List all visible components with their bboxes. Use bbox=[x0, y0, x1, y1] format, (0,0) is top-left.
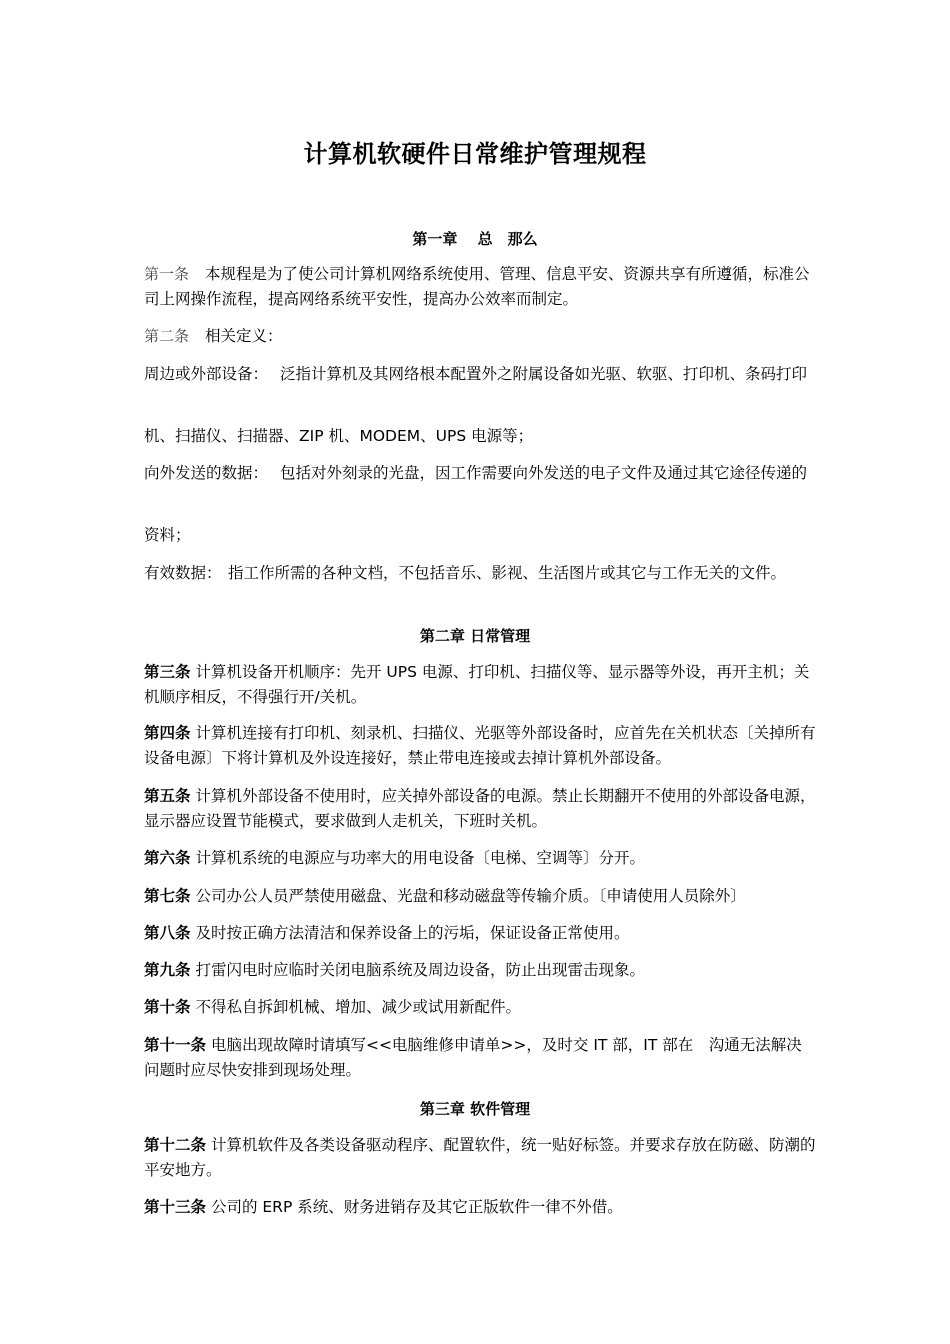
definition-peripheral-continued: 机、扫描仪、扫描器、ZIP 机、MODEM、UPS 电源等； bbox=[144, 427, 534, 445]
definition-valid-data bbox=[144, 561, 816, 586]
article-11 bbox=[144, 1033, 816, 1083]
article-2-text: 相关定义： bbox=[205, 327, 283, 345]
definition-outgoing-data-continued: 资料； bbox=[144, 526, 191, 544]
article-2-label: 第二条 bbox=[144, 327, 190, 345]
document-title: 计算机软硬件日常维护管理规程 bbox=[303, 140, 647, 168]
article-8 bbox=[144, 921, 816, 946]
definition-peripheral bbox=[144, 362, 816, 387]
chapter-2-heading: 第二章 日常管理 bbox=[419, 627, 531, 645]
definition-outgoing-data-term: 向外发送的数据： bbox=[144, 464, 269, 482]
article-2 bbox=[144, 324, 816, 349]
article-5-label: 第五条 bbox=[144, 787, 191, 805]
article-12 bbox=[144, 1133, 816, 1183]
definition-peripheral-term: 周边或外部设备： bbox=[144, 365, 269, 383]
article-9 bbox=[144, 958, 816, 983]
definition-valid-data-text: 指工作所需的各种文档，不包括音乐、影视、生活图片或其它与工作无关的文件。 bbox=[228, 564, 787, 582]
article-10-text: 不得私自拆卸机械、增加、减少或试用新配件。 bbox=[195, 998, 521, 1016]
definition-outgoing-data bbox=[144, 461, 816, 486]
article-6-text: 计算机系统的电源应与功率大的用电设备〔电梯、空调等〕分开。 bbox=[195, 849, 645, 867]
chapter-1-heading: 第一章 总 那么 bbox=[412, 230, 538, 248]
article-4-label: 第四条 bbox=[144, 724, 191, 742]
article-6 bbox=[144, 846, 816, 871]
article-3 bbox=[144, 660, 816, 710]
article-1-text: 本规程是为了使公司计算机网络系统使用、管理、信息平安、资源共享有所遵循，标准公司上网操作流程，提高网络系统平安性，提高办公效率而制定。 bbox=[144, 265, 810, 308]
article-1-label: 第一条 bbox=[144, 265, 190, 283]
article-1 bbox=[144, 262, 816, 312]
article-4-text: 计算机连接有打印机、刻录机、扫描仪、光驱等外部设备时，应首先在关机状态〔关掉所有设备电源〕下将计算机及外设连接好，禁止带电连接或去掉计算机外部设备。 bbox=[144, 724, 816, 767]
article-12-text: 计算机软件及各类设备驱动程序、配置软件，统一贴好标签。并要求存放在防磁、防潮的平安地方。 bbox=[144, 1136, 816, 1179]
article-7-label: 第七条 bbox=[144, 887, 191, 905]
article-13-text: 公司的 ERP 系统、财务进销存及其它正版软件一律不外借。 bbox=[210, 1198, 623, 1216]
article-11-label: 第十一条 bbox=[144, 1036, 207, 1054]
article-11-text: 电脑出现故障时请填写<<电脑维修申请单>>，及时交 IT 部，IT 部在 沟通无法解决问题时应尽快安排到现场处理。 bbox=[144, 1036, 802, 1079]
article-3-text: 计算机设备开机顺序：先开 UPS 电源、打印机、扫描仪等、显示器等外设，再开主机；关机顺序相反，不得强行开/关机。 bbox=[144, 663, 810, 706]
definition-valid-data-term: 有效数据： bbox=[144, 564, 222, 582]
article-10 bbox=[144, 995, 816, 1020]
article-9-label: 第九条 bbox=[144, 961, 191, 979]
definition-outgoing-data-text: 包括对外刻录的光盘，因工作需要向外发送的电子文件及通过其它途径传递的 bbox=[280, 464, 808, 482]
definition-peripheral-text: 泛指计算机及其网络根本配置外之附属设备如光驱、软驱、打印机、条码打印 bbox=[280, 365, 808, 383]
article-8-label: 第八条 bbox=[144, 924, 191, 942]
article-12-label: 第十二条 bbox=[144, 1136, 207, 1154]
article-13 bbox=[144, 1195, 816, 1220]
article-7-text: 公司办公人员严禁使用磁盘、光盘和移动磁盘等传输介质。〔申请使用人员除外〕 bbox=[195, 887, 746, 905]
chapter-3-heading: 第三章 软件管理 bbox=[419, 1100, 531, 1118]
article-6-label: 第六条 bbox=[144, 849, 191, 867]
article-10-label: 第十条 bbox=[144, 998, 191, 1016]
article-5 bbox=[144, 784, 816, 834]
article-8-text: 及时按正确方法清洁和保养设备上的污垢，保证设备正常使用。 bbox=[195, 924, 630, 942]
article-3-label: 第三条 bbox=[144, 663, 191, 681]
article-5-text: 计算机外部设备不使用时，应关掉外部设备的电源。禁止长期翻开不使用的外部设备电源，显示器应设置节能模式，要求做到人走机关，下班时关机。 bbox=[144, 787, 816, 830]
article-4 bbox=[144, 721, 816, 771]
article-7 bbox=[144, 884, 816, 909]
article-9-text: 打雷闪电时应临时关闭电脑系统及周边设备，防止出现雷击现象。 bbox=[195, 961, 645, 979]
article-13-label: 第十三条 bbox=[144, 1198, 207, 1216]
